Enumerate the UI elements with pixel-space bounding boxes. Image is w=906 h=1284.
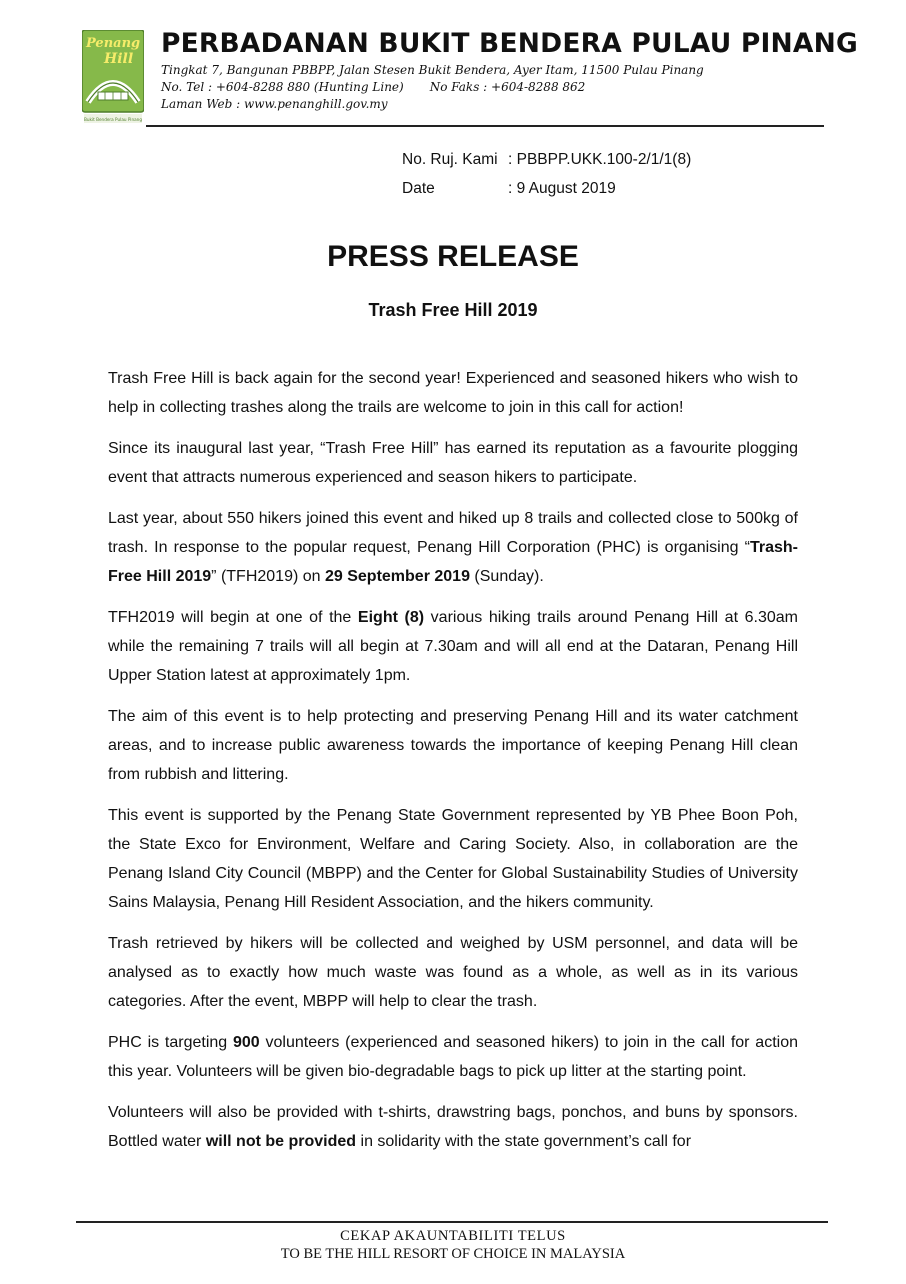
- volunteer-target: 900: [233, 1034, 260, 1051]
- reference-label: No. Ruj. Kami: [402, 151, 498, 168]
- organisation-name: PERBADANAN BUKIT BENDERA PULAU PINANG: [161, 28, 858, 59]
- paragraph-8: [108, 1028, 798, 1086]
- reference-value: : PBBPP.UKK.100-2/1/1(8): [508, 151, 692, 168]
- bottled-water-notice: will not be provided: [205, 1133, 357, 1150]
- document-subtitle: Trash Free Hill 2019: [368, 300, 538, 320]
- document-title: PRESS RELEASE: [327, 240, 579, 273]
- paragraph-text: ” (TFH2019) on: [211, 568, 325, 585]
- paragraph-text: Volunteers will also be provided with t-shirts, drawstring bags, ponchos, and buns by sponsors. Bottled water: [108, 1104, 798, 1150]
- document-date: [402, 180, 616, 198]
- footer-vision: TO BE THE HILL RESORT OF CHOICE IN MALAYSIA: [280, 1246, 626, 1262]
- paragraph-7: Trash retrieved by hikers will be collected and weighed by USM personnel, and data will be analysed as to exactly how much waste was found as a whole, as well as in its various categories. After the event, MBPP will help to clear the trash.: [108, 935, 798, 1010]
- contact-line: [161, 80, 585, 94]
- trail-count: Eight (8): [357, 609, 425, 626]
- paragraph-6: This event is supported by the Penang State Government represented by YB Phee Boon Poh, the State Exco for Environment, Welfare and Caring Society. Also, in collaboration are the Penang Island City Council (MBPP) and the Center for Global Sustainability Studies of University Sains Malaysia, Penang Hill Resident Association, and the hikers community.: [108, 807, 798, 911]
- reference-number: [402, 151, 691, 169]
- paragraph-text: various hiking trails around Penang Hill at 6.30am while the remaining 7 trails will all begin at 7.30am and will all end at the Dataran, Penang Hill Upper Station latest at approximately 1pm.: [108, 609, 798, 684]
- header-divider: [146, 125, 824, 127]
- event-date: 29 September 2019: [324, 568, 470, 585]
- svg-text:Penang: Penang: [86, 36, 141, 51]
- paragraph-3: [108, 504, 798, 591]
- svg-text:Bukit Bendera Pulau Pinang: Bukit Bendera Pulau Pinang: [84, 117, 142, 122]
- paragraph-1: Trash Free Hill is back again for the second year! Experienced and seasoned hikers who wish to help in collecting trashes along the trails are welcome to join in this call for action!: [108, 370, 798, 416]
- svg-text:Hill: Hill: [104, 51, 134, 67]
- website: Laman Web : www.penanghill.gov.my: [161, 97, 388, 111]
- paragraph-2: Since its inaugural last year, “Trash Free Hill” has earned its reputation as a favourite plogging event that attracts numerous experienced and season hikers to participate.: [108, 440, 798, 486]
- paragraph-text: PHC is targeting: [108, 1034, 233, 1051]
- date-value: : 9 August 2019: [508, 180, 616, 197]
- organisation-address: Tingkat 7, Bangunan PBBPP, Jalan Stesen Bukit Bendera, Ayer Itam, 11500 Pulau Pinang: [161, 63, 704, 77]
- paragraph-text: (Sunday).: [469, 568, 544, 585]
- paragraph-4: [108, 603, 798, 690]
- paragraph-9: [108, 1098, 798, 1156]
- paragraph-5: The aim of this event is to help protecting and preserving Penang Hill and its water catchment areas, and to increase public awareness towards the importance of keeping Penang Hill clean from rubbish and littering.: [108, 708, 798, 783]
- fax-number: No Faks : +604-8288 862: [429, 80, 586, 94]
- footer-divider: [76, 1221, 828, 1223]
- press-release-body: [108, 364, 798, 1168]
- telephone-number: No. Tel : +604-8288 880 (Hunting Line): [161, 80, 404, 94]
- event-name: Trash-Free Hill 2019: [108, 539, 798, 585]
- paragraph-text: TFH2019 will begin at one of the: [108, 609, 358, 626]
- paragraph-text: volunteers (experienced and seasoned hikers) to join in the call for action this year. Volunteers will be given bio-degradable bags to pick up litter at the starting point.: [108, 1034, 799, 1080]
- paragraph-text: in solidarity with the state government’s call for: [356, 1133, 692, 1150]
- footer-motto: CEKAP AKAUNTABILITI TELUS: [340, 1228, 566, 1244]
- paragraph-text: Last year, about 550 hikers joined this event and hiked up 8 trails and collected close to 500kg of trash. In response to the popular request, Penang Hill Corporation (PHC) is organising “: [108, 510, 798, 556]
- penang-hill-logo: [82, 30, 144, 124]
- date-label: Date: [402, 180, 435, 197]
